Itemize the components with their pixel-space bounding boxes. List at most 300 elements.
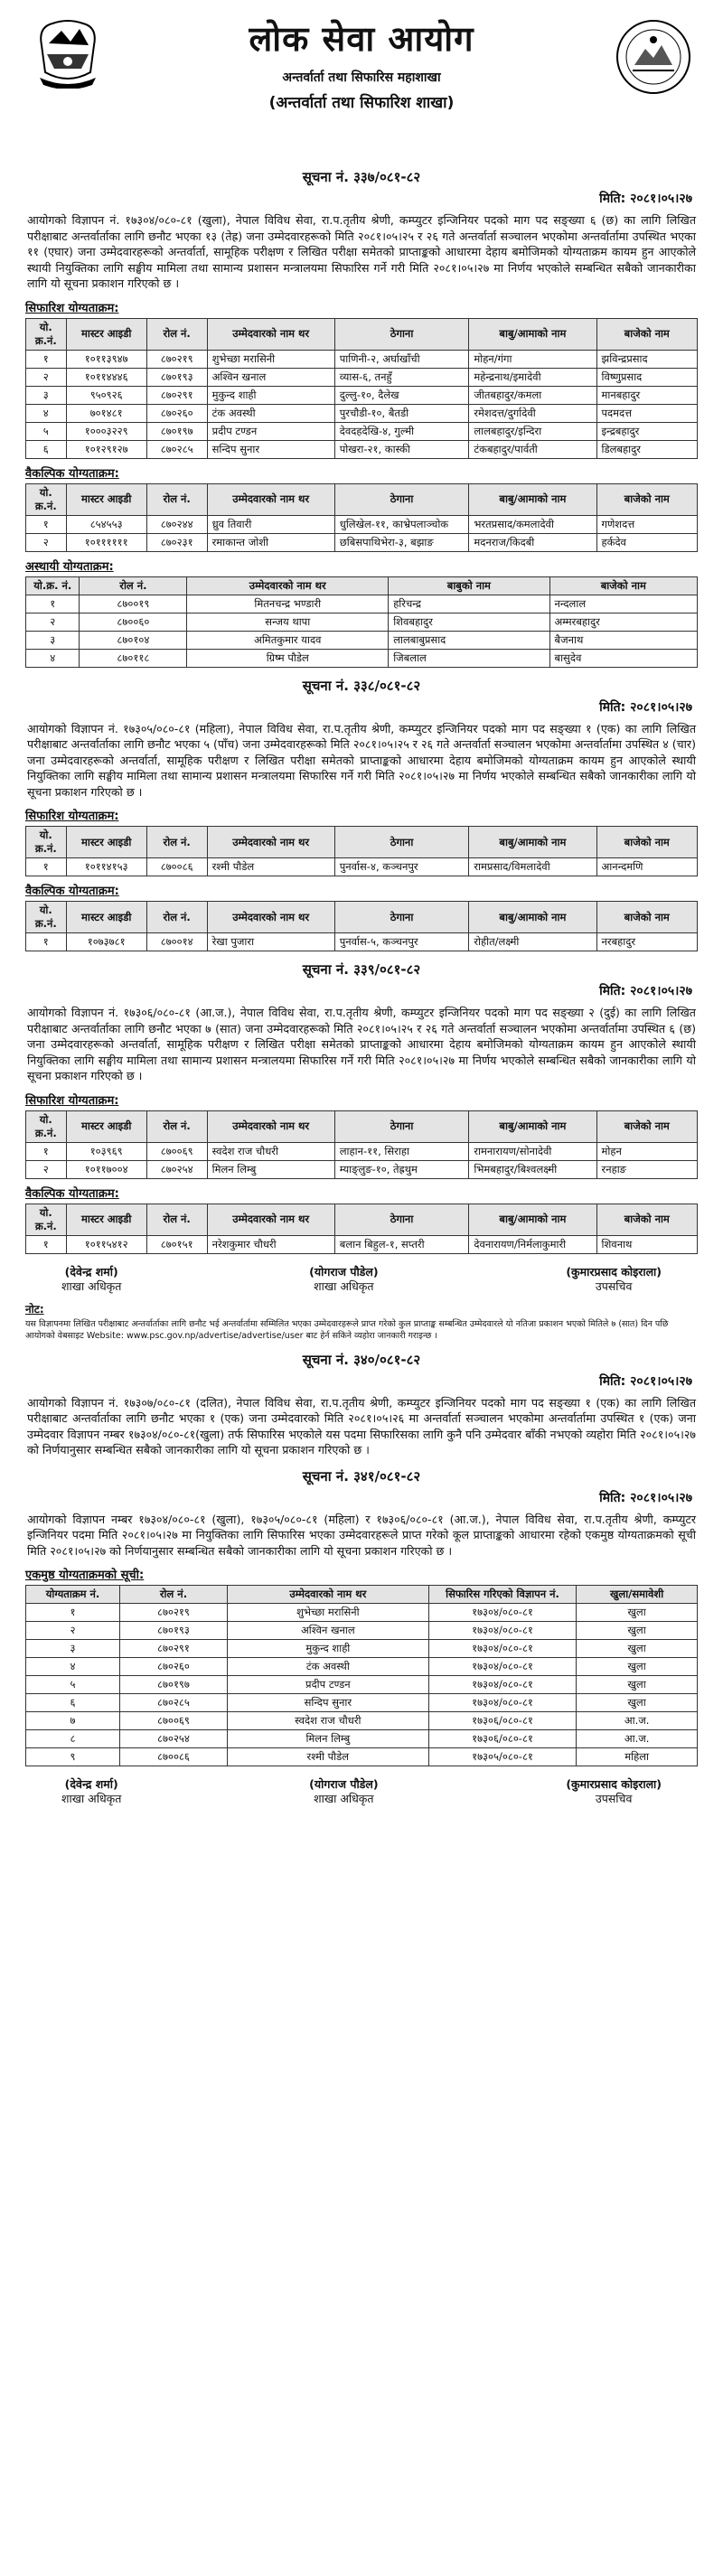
column-header: बाबु/आमाको नाम xyxy=(469,902,596,933)
signatory-role: शाखा अधिकृत xyxy=(314,1792,374,1805)
column-header: रोल नं. xyxy=(146,483,207,515)
table-cell: ९ xyxy=(26,1748,120,1766)
alternate-list-label: वैकल्पिक योग्यताक्रम: xyxy=(25,466,119,481)
notice-title: सूचना नं. ३४०/०८१-८२ xyxy=(302,1351,421,1368)
table-cell: ८७०२१९ xyxy=(120,1604,228,1622)
table-row xyxy=(26,1712,698,1730)
table-cell: ८७०२९१ xyxy=(146,386,207,404)
notice-title: सूचना नं. ३४१/०८१-८२ xyxy=(302,1467,421,1485)
table-cell: १ xyxy=(26,858,67,876)
table-cell: ८७००६९ xyxy=(146,1142,207,1160)
column-header: बाजेको नाम xyxy=(596,1204,698,1235)
table-cell: झविन्द्रप्रसाद xyxy=(596,350,698,368)
table-cell: देवनारायण/निर्मलाकुमारी xyxy=(469,1235,596,1253)
recommended-table xyxy=(25,826,698,876)
table-cell: २ xyxy=(26,533,67,551)
table-cell: व्यास-६, तनहुँ xyxy=(334,368,469,386)
column-header: यो. क्र.नं. xyxy=(26,827,67,858)
column-header: रोल नं. xyxy=(146,902,207,933)
table-header-row xyxy=(26,902,698,933)
table-cell: महिला xyxy=(577,1748,698,1766)
table-cell: लालबहादुर/इन्दिरा xyxy=(469,422,596,440)
table-cell: ८७००१४ xyxy=(146,933,207,951)
signatory-name: (देवेन्द्र शर्मा) xyxy=(64,1264,118,1279)
table-cell: मुकुन्द शाही xyxy=(207,386,334,404)
table-cell: अम्मरबहादुर xyxy=(549,613,697,631)
table-cell: पुनर्वास-४, कञ्चनपुर xyxy=(334,858,469,876)
table-cell: ५ xyxy=(26,1676,120,1694)
recommended-list-label: सिफारिश योग्यताक्रम: xyxy=(25,810,119,823)
table-row xyxy=(26,1235,698,1253)
notice-paragraph: आयोगको विज्ञापन नम्बर १७३०४/०८०-८१ (खुला), १७३०५/०८०-८१ (महिला) र १७३०६/०८०-८१ (आ.ज.), नेपाल विविध सेवा, रा.प.तृतीय श्रेणी, कम्प्युटर इन्जिनियर पदमा मिति २०८१।०५।२७ मा नियुक्तिका लागि सिफारिस भएका उम्मेदवारहरूले प्राप्त गरेको कूल प्राप्ताङ्कको आधारमा रहेको एकमुष्ठ योग्यताक्रमको सूची मिति २०८१।०५।२७ को निर्णयानुसार सम्बन्धित सबैको जानकारीका लागि यो सूचना प्रकाशन गरिएको छ । xyxy=(27,1512,696,1558)
column-header: मास्टर आइडी xyxy=(66,902,146,933)
notice-date: मिति: २०८१।०५।२७ xyxy=(599,1373,692,1389)
table-cell: ८७०२५४ xyxy=(120,1730,228,1748)
table-cell: अमितकुमार यादव xyxy=(187,631,389,649)
merit-list-table xyxy=(25,1585,698,1766)
table-cell: १०११४४४६ xyxy=(66,368,146,386)
table-cell: ८७००८६ xyxy=(146,858,207,876)
table-cell: ८७०२५४ xyxy=(146,1160,207,1178)
table-row xyxy=(26,1748,698,1766)
nepal-emblem-logo xyxy=(34,18,101,89)
table-cell: मोहन/गंगा xyxy=(469,350,596,368)
table-cell: १७३०६/०८०-८१ xyxy=(428,1712,576,1730)
table-cell: ७ xyxy=(26,1712,120,1730)
table-cell: ८७०२४४ xyxy=(146,515,207,533)
column-header: बाबुको नाम xyxy=(389,576,549,595)
table-cell: प्रदीप टण्डन xyxy=(207,422,334,440)
table-cell: ८७००८६ xyxy=(120,1748,228,1766)
column-header: बाजेको नाम xyxy=(596,1110,698,1142)
column-header: बाजेको नाम xyxy=(596,902,698,933)
column-header: ठेगाना xyxy=(334,1204,469,1235)
signatory-name: (कुमारप्रसाद कोइराला) xyxy=(566,1264,662,1279)
column-header: बाबु/आमाको नाम xyxy=(469,827,596,858)
signature xyxy=(61,1265,121,1294)
column-header: यो. क्र.नं. xyxy=(26,902,67,933)
signatory-name: (देवेन्द्र शर्मा) xyxy=(64,1777,118,1791)
column-header: बाबु/आमाको नाम xyxy=(469,318,596,350)
table-row xyxy=(26,595,698,613)
table-cell: १०७३७८१ xyxy=(66,933,146,951)
table-header-row xyxy=(26,483,698,515)
table-row xyxy=(26,613,698,631)
signature xyxy=(566,1265,662,1294)
table-cell: शिवनाथ xyxy=(596,1235,698,1253)
column-header: रोल नं. xyxy=(146,318,207,350)
column-header: खुला/समावेशी xyxy=(577,1586,698,1604)
table-cell: धुलिखेल-११, काभ्रेपलाञ्चोक xyxy=(334,515,469,533)
signatory-role: शाखा अधिकृत xyxy=(314,1279,374,1293)
table-cell: अश्विन खनाल xyxy=(207,368,334,386)
table-cell: स्वदेश राज चौधरी xyxy=(207,1142,334,1160)
table-cell: महेन्द्रनाथ/इमादेवी xyxy=(469,368,596,386)
table-cell: आनन्दमणि xyxy=(596,858,698,876)
table-cell: हरिचन्द्र xyxy=(389,595,549,613)
table-cell: खुला xyxy=(577,1676,698,1694)
table-cell: जिबलाल xyxy=(389,649,549,667)
column-header: ठेगाना xyxy=(334,1110,469,1142)
notice-paragraph: आयोगको विज्ञापन नं. १७३०६/०८०-८१ (आ.ज.), नेपाल विविध सेवा, रा.प.तृतीय श्रेणी, कम्प्युटर इन्जिनियर पदको माग पद सङ्ख्या २ (दुई) का लागि लिखित परीक्षाबाट अन्तर्वार्ताका लागि छनौट भएका ७ (सात) जना उम्मेदवारहरूको मिति २०८१।०५।२५ र २६ गते अन्तर्वार्ता सञ्चालन भएकोमा अन्तर्वार्तामा उपस्थित ६ (छ) जना उम्मेदवारहरूको अन्तर्वार्ता, सामूहिक परीक्षण र लिखित परीक्षा समेतको प्राप्ताङ्कको आधारमा देहाय बमोजिमको योग्यताक्रम कायम हुन आएकोले स्थायी नियुक्तिका लागि सङ्घीय मामिला तथा सामान्य प्रशासन मन्त्रालयमा सिफारिस गर्ने गरी मिति २०८१।०५।२७ मा निर्णय भएकोले सम्बन्धित सबैको जानकारीका लागि यो सूचना प्रकाशन गरिएको छ । xyxy=(27,1006,696,1082)
notice-title: सूचना नं. ३३८/०८१-८२ xyxy=(302,677,421,694)
column-header: उम्मेदवारको नाम थर xyxy=(207,827,334,858)
notice-date: मिति: २०८१।०५।२७ xyxy=(599,984,692,998)
column-header: ठेगाना xyxy=(334,827,469,858)
table-cell: १०००३२२९ xyxy=(66,422,146,440)
table-cell: १७३०६/०८०-८१ xyxy=(428,1730,576,1748)
signature xyxy=(61,1777,121,1806)
table-cell: खुला xyxy=(577,1658,698,1676)
table-cell: १०११५४१२ xyxy=(66,1235,146,1253)
table-cell: खुला xyxy=(577,1640,698,1658)
table-cell: ३ xyxy=(26,386,67,404)
section-name: (अन्तर्वार्ता तथा सिफारिश शाखा) xyxy=(268,94,455,112)
table-cell: ८७००१९ xyxy=(80,595,187,613)
alternate-list-label: वैकल्पिक योग्यताक्रम: xyxy=(25,1186,119,1201)
table-cell: खुला xyxy=(577,1604,698,1622)
table-cell: शिवबहादुर xyxy=(389,613,549,631)
table-cell: १ xyxy=(26,1604,120,1622)
table-cell: १७३०४/०८०-८१ xyxy=(428,1604,576,1622)
column-header: यो. क्र.नं. xyxy=(26,483,67,515)
table-cell: टंक अवस्थी xyxy=(207,404,334,422)
alternate-table xyxy=(25,483,698,552)
table-row xyxy=(26,1142,698,1160)
table-row xyxy=(26,386,698,404)
signatory-name: (कुमारप्रसाद कोइराला) xyxy=(566,1777,662,1791)
table-cell: १७३०४/०८०-८१ xyxy=(428,1622,576,1640)
table-cell: शुभेच्छा मरासिनी xyxy=(227,1604,428,1622)
table-row xyxy=(26,1658,698,1676)
table-cell: १०११४१५३ xyxy=(66,858,146,876)
column-header: सिफारिस गरिएको विज्ञापन नं. xyxy=(428,1586,576,1604)
table-cell: बलान बिहुल-१, सप्तरी xyxy=(334,1235,469,1253)
table-cell: आ.ज. xyxy=(577,1730,698,1748)
table-cell: पोखरा-२१, कास्की xyxy=(334,440,469,458)
signature xyxy=(309,1265,378,1294)
table-cell: गणेशदत्त xyxy=(596,515,698,533)
table-row xyxy=(26,422,698,440)
table-cell: १७३०४/०८०-८१ xyxy=(428,1640,576,1658)
table-cell: १ xyxy=(26,350,67,368)
table-row xyxy=(26,350,698,368)
column-header: ठेगाना xyxy=(334,902,469,933)
table-cell: नरेशकुमार चौधरी xyxy=(207,1235,334,1253)
table-cell: सन्दिप सुनार xyxy=(227,1694,428,1712)
column-header: ठेगाना xyxy=(334,483,469,515)
column-header: मास्टर आइडी xyxy=(66,827,146,858)
recommended-list-label: सिफारिश योग्यताक्रम: xyxy=(25,1093,119,1108)
table-cell: ३ xyxy=(26,1640,120,1658)
table-row xyxy=(26,440,698,458)
table-cell: ग्रिष्म पौडेल xyxy=(187,649,389,667)
table-cell: मिलन लिम्बु xyxy=(227,1730,428,1748)
table-cell: ७०१४८१ xyxy=(66,404,146,422)
page-title: लोक सेवा आयोग xyxy=(249,19,474,59)
column-header: बाजेको नाम xyxy=(596,483,698,515)
note-label: नोट: xyxy=(25,1302,44,1316)
signature-block xyxy=(25,1777,698,1806)
table-row xyxy=(26,1730,698,1748)
table-cell: दुल्लु-१०, दैलेख xyxy=(334,386,469,404)
column-header: यो. क्र.नं. xyxy=(26,318,67,350)
column-header: उम्मेदवारको नाम थर xyxy=(207,902,334,933)
table-cell: मितनचन्द्र भण्डारी xyxy=(187,595,389,613)
table-cell: रनहाङ xyxy=(596,1160,698,1178)
table-cell: ६ xyxy=(26,440,67,458)
table-cell: १ xyxy=(26,595,80,613)
table-cell: १७३०४/०८०-८१ xyxy=(428,1694,576,1712)
table-cell: ८७०१०४ xyxy=(80,631,187,649)
signatory-name: (योगराज पौडेल) xyxy=(309,1264,379,1279)
column-header: मास्टर आइडी xyxy=(66,1110,146,1142)
table-cell: मदनराज/किदबी xyxy=(469,533,596,551)
notice-title: सूचना नं. ३३७/०८१-८२ xyxy=(302,169,421,185)
notice-340 xyxy=(25,1351,698,1458)
table-cell: १ xyxy=(26,1142,67,1160)
table-cell: ८७००६९ xyxy=(120,1712,228,1730)
notice-title: सूचना नं. ३३९/०८१-८२ xyxy=(302,961,421,978)
table-cell: आ.ज. xyxy=(577,1712,698,1730)
page-header xyxy=(25,14,698,159)
table-cell: ८७०२३१ xyxy=(146,533,207,551)
column-header: बाबु/आमाको नाम xyxy=(469,1204,596,1235)
table-cell: रश्मी पौडेल xyxy=(227,1748,428,1766)
column-header: बाबु/आमाको नाम xyxy=(469,1110,596,1142)
temporary-list-label: अस्थायी योग्यताक्रम: xyxy=(25,559,114,574)
notice-paragraph: आयोगको विज्ञापन नं. १७३०४/०८०-८१ (खुला), नेपाल विविध सेवा, रा.प.तृतीय श्रेणी, कम्प्युटर इन्जिनियर पदको माग पद सङ्ख्या ६ (छ) का लागि लिखित परीक्षाबाट अन्तर्वार्ताका लागि छनौट भएका १३ (तेह्र) जना उम्मेदवारहरूको मिति २०८१।०५।२५ र २६ गते अन्तर्वार्ता सञ्चालन भएकोमा अन्तर्वार्तामा उपस्थित भएका ११ (एघार) जना उम्मेदवारहरूको अन्तर्वार्ता, सामूहिक परीक्षण र लिखित परीक्षा समेतको प्राप्ताङ्कको आधारमा देहाय बमोजिमको योग्यताक्रम कायम हुन आएकोले स्थायी नियुक्तिका लागि सङ्घीय मामिला तथा सामान्य प्रशासन मन्त्रालयमा सिफारिस गर्ने गरी मिति २०८१।०५।२७ मा निर्णय भएकोले सम्बन्धित सबैको जानकारीका लागि यो सूचना प्रकाशन गरिएको छ । xyxy=(27,213,696,290)
notice-341 xyxy=(25,1467,698,1807)
table-cell: ८७०२९१ xyxy=(120,1640,228,1658)
table-header-row xyxy=(26,576,698,595)
recommended-table xyxy=(25,318,698,459)
table-cell: ६ xyxy=(26,1694,120,1712)
table-cell: १ xyxy=(26,933,67,951)
table-header-row xyxy=(26,1204,698,1235)
column-header: ठेगाना xyxy=(334,318,469,350)
table-cell: ८७०१९७ xyxy=(120,1676,228,1694)
column-header: बाजेको नाम xyxy=(549,576,697,595)
table-cell: खुला xyxy=(577,1622,698,1640)
table-cell: रेखा पुजारा xyxy=(207,933,334,951)
table-header-row xyxy=(26,1110,698,1142)
table-cell: मुकुन्द शाही xyxy=(227,1640,428,1658)
signatory-role: उपसचिव xyxy=(595,1792,633,1805)
column-header: उम्मेदवारको नाम थर xyxy=(227,1586,428,1604)
table-cell: पुरचौडी-१०, बैतडी xyxy=(334,404,469,422)
note-text: यस विज्ञापनमा लिखित परीक्षाबाट अन्तर्वार्ताका लागि छनौट भई अन्तर्वार्तामा सम्मिलित भएका उम्मेदवारहरूले प्राप्त गरेको कुल प्राप्ताङ्क सम्बन्धित उम्मेदवारले यो नतिजा प्रकाशन भएको मितिले ७ (सात) दिन पछि आयोगको वेबसाइट Website: www.psc.gov.np/advertise/advertise/user बाट हेर्न सकिने व्यहोरा जानकारी गराइन्छ । xyxy=(25,1318,669,1341)
table-cell: ८७०११८ xyxy=(80,649,187,667)
column-header: योग्यताक्रम नं. xyxy=(26,1586,120,1604)
column-header: रोल नं. xyxy=(80,576,187,595)
table-row xyxy=(26,1622,698,1640)
table-header-row xyxy=(26,318,698,350)
table-cell: ४ xyxy=(26,404,67,422)
table-row xyxy=(26,368,698,386)
column-header: मास्टर आइडी xyxy=(66,1204,146,1235)
temporary-table xyxy=(25,576,698,668)
column-header: उम्मेदवारको नाम थर xyxy=(207,1110,334,1142)
table-cell: ९५०९२६ xyxy=(66,386,146,404)
table-header-row xyxy=(26,1586,698,1604)
table-cell: ८७०१९३ xyxy=(146,368,207,386)
table-cell: २ xyxy=(26,613,80,631)
table-cell: ८ xyxy=(26,1730,120,1748)
table-cell: ८७०२८५ xyxy=(120,1694,228,1712)
table-cell: १०११७००४ xyxy=(66,1160,146,1178)
column-header: यो.क्र. नं. xyxy=(26,576,80,595)
table-cell: ८७००६० xyxy=(80,613,187,631)
signatory-name: (योगराज पौडेल) xyxy=(309,1777,379,1791)
signature-block xyxy=(25,1265,698,1294)
merit-list-label: एकमुष्ठ योग्यताक्रमको सूची: xyxy=(25,1569,145,1582)
table-cell: रमेशदत्त/दुर्गादेवी xyxy=(469,404,596,422)
column-header: उम्मेदवारको नाम थर xyxy=(187,576,389,595)
table-cell: रश्मी पौडेल xyxy=(207,858,334,876)
column-header: मास्टर आइडी xyxy=(66,483,146,515)
table-cell: ८७०१९३ xyxy=(120,1622,228,1640)
table-cell: ८७०२१९ xyxy=(146,350,207,368)
column-header: बाजेको नाम xyxy=(596,318,698,350)
table-cell: बासुदेव xyxy=(549,649,697,667)
table-cell: २ xyxy=(26,1160,67,1178)
table-cell: शुभेच्छा मरासिनी xyxy=(207,350,334,368)
table-row xyxy=(26,933,698,951)
alternate-list-label: वैकल्पिक योग्यताक्रम: xyxy=(25,885,119,898)
column-header: रोल नं. xyxy=(146,1110,207,1142)
alternate-table xyxy=(25,1204,698,1254)
column-header: यो. क्र.नं. xyxy=(26,1110,67,1142)
table-cell: १७३०४/०८०-८१ xyxy=(428,1676,576,1694)
table-cell: ८७०१५१ xyxy=(146,1235,207,1253)
table-cell: १०३९६९ xyxy=(66,1142,146,1160)
table-cell: १०११३९४७ xyxy=(66,350,146,368)
table-row xyxy=(26,1694,698,1712)
table-cell: हर्कदेव xyxy=(596,533,698,551)
table-cell: जीतबहादुर/कमला xyxy=(469,386,596,404)
column-header: उम्मेदवारको नाम थर xyxy=(207,1204,334,1235)
notice-339 xyxy=(25,960,698,1342)
table-row xyxy=(26,1676,698,1694)
table-cell: ८७०२६० xyxy=(146,404,207,422)
table-cell: भिमबहादुर/बिश्वलक्ष्मी xyxy=(469,1160,596,1178)
table-row xyxy=(26,1640,698,1658)
table-cell: २ xyxy=(26,368,67,386)
signatory-role: शाखा अधिकृत xyxy=(61,1792,122,1805)
table-row xyxy=(26,649,698,667)
table-row xyxy=(26,515,698,533)
table-cell: मिलन लिम्बु xyxy=(207,1160,334,1178)
column-header: रोल नं. xyxy=(120,1586,228,1604)
table-cell: अश्विन खनाल xyxy=(227,1622,428,1640)
table-cell: खुला xyxy=(577,1694,698,1712)
table-cell: टंक अवस्थी xyxy=(227,1658,428,1676)
table-row xyxy=(26,1604,698,1622)
table-header-row xyxy=(26,827,698,858)
table-cell: १०११११११ xyxy=(66,533,146,551)
table-cell: डिलबहादुर xyxy=(596,440,698,458)
table-row xyxy=(26,533,698,551)
table-cell: पुनर्वास-५, कञ्चनपुर xyxy=(334,933,469,951)
table-cell: म्याङ्लुङ-१०, तेह्रथुम xyxy=(334,1160,469,1178)
table-row xyxy=(26,631,698,649)
column-header: बाजेको नाम xyxy=(596,827,698,858)
table-cell: ४ xyxy=(26,1658,120,1676)
table-cell: ध्रुव तिवारी xyxy=(207,515,334,533)
table-row xyxy=(26,404,698,422)
table-cell: मानबहादुर xyxy=(596,386,698,404)
table-cell: लाहान-११, सिराहा xyxy=(334,1142,469,1160)
table-cell: २ xyxy=(26,1622,120,1640)
notice-date: मिति: २०८१।०५।२७ xyxy=(599,699,692,715)
table-row xyxy=(26,1160,698,1178)
table-cell: सन्दिप सुनार xyxy=(207,440,334,458)
table-cell: ५ xyxy=(26,422,67,440)
table-cell: प्रदीप टण्डन xyxy=(227,1676,428,1694)
table-cell: पाणिनी-२, अर्घाखाँची xyxy=(334,350,469,368)
table-cell: १०१२९१२७ xyxy=(66,440,146,458)
table-cell: सन्जय थापा xyxy=(187,613,389,631)
table-cell: ८७०२६० xyxy=(120,1658,228,1676)
psc-seal-logo xyxy=(615,18,692,96)
column-header: उम्मेदवारको नाम थर xyxy=(207,318,334,350)
table-cell: ८७०१९७ xyxy=(146,422,207,440)
table-cell: रामनारायण/सोनादेवी xyxy=(469,1142,596,1160)
notice-paragraph: आयोगको विज्ञापन नं. १७३०७/०८०-८१ (दलित), नेपाल विविध सेवा, रा.प.तृतीय श्रेणी, कम्प्युटर इन्जिनियर पदको माग पद सङ्ख्या १ (एक) का लागि लिखित परीक्षाबाट अन्तर्वार्ताका लागि छनौट भएका १ (एक) जना उम्मेदवारको मिति २०८१।०५।२६ मा अन्तर्वार्ता सञ्चालन भएकोमा अन्तर्वार्तामा उपस्थित १ (एक) जना उम्मेदवार विज्ञापन नम्बर १७३०४/०८०-८१(खुला) तर्फ सिफारिस भएकोले यस पदमा सिफारिसका लागि कुनै पनि उम्मेदवार बाँकी नभएको व्यहोरा मिति २०८१।०५।२७ को निर्णयानुसार सम्बन्धित सबैको जानकारीका लागि यो सूचना प्रकाशन गरिएको छ । xyxy=(27,1395,696,1457)
column-header: बाबु/आमाको नाम xyxy=(469,483,596,515)
table-cell: देवदहदेखि-४, गुल्मी xyxy=(334,422,469,440)
column-header: रोल नं. xyxy=(146,827,207,858)
table-cell: १७३०४/०८०-८१ xyxy=(428,1658,576,1676)
alternate-table xyxy=(25,901,698,951)
signature xyxy=(566,1777,662,1806)
table-cell: रामप्रसाद/विमलादेवी xyxy=(469,858,596,876)
notice-338 xyxy=(25,677,698,952)
table-cell: छबिसपाथिभेरा-३, बझाङ xyxy=(334,533,469,551)
column-header: रोल नं. xyxy=(146,1204,207,1235)
signatory-role: शाखा अधिकृत xyxy=(61,1279,122,1293)
column-header: मास्टर आइडी xyxy=(66,318,146,350)
table-cell: नरबहादुर xyxy=(596,933,698,951)
table-cell: विष्णुप्रसाद xyxy=(596,368,698,386)
division-name: अन्तर्वार्ता तथा सिफारिस महाशाखा xyxy=(282,70,441,85)
table-cell: १ xyxy=(26,1235,67,1253)
table-cell: भरतप्रसाद/कमलादेवी xyxy=(469,515,596,533)
table-cell: स्वदेश राज चौधरी xyxy=(227,1712,428,1730)
notice-date: मिति: २०८१।०५।२७ xyxy=(599,192,692,206)
column-header: उम्मेदवारको नाम थर xyxy=(207,483,334,515)
signature xyxy=(309,1777,378,1806)
signatory-role: उपसचिव xyxy=(595,1279,633,1293)
recommended-list-label: सिफारिश योग्यताक्रम: xyxy=(25,301,119,315)
table-cell: टंकबहादुर/पार्वती xyxy=(469,440,596,458)
table-cell: इन्द्रबहादुर xyxy=(596,422,698,440)
table-cell: रमाकान्त जोशी xyxy=(207,533,334,551)
table-cell: पदमदत्त xyxy=(596,404,698,422)
table-cell: बैजनाथ xyxy=(549,631,697,649)
table-cell: १७३०५/०८०-८१ xyxy=(428,1748,576,1766)
table-cell: ३ xyxy=(26,631,80,649)
table-cell: रोहीत/लक्ष्मी xyxy=(469,933,596,951)
notice-337 xyxy=(25,168,698,668)
column-header: यो. क्र.नं. xyxy=(26,1204,67,1235)
table-cell: ८७०२८५ xyxy=(146,440,207,458)
table-cell: लालबाबुप्रसाद xyxy=(389,631,549,649)
recommended-table xyxy=(25,1110,698,1179)
table-cell: ४ xyxy=(26,649,80,667)
table-row xyxy=(26,858,698,876)
